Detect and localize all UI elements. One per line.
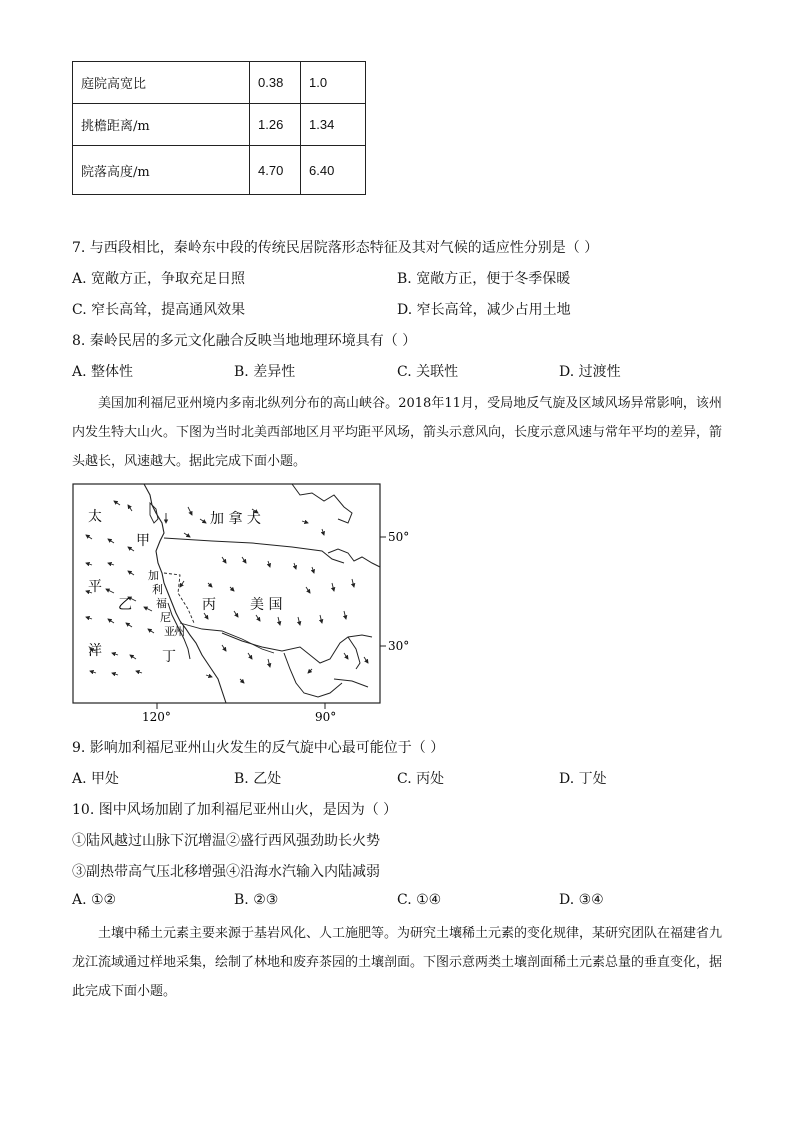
- table-row: [73, 146, 366, 195]
- table-cell-value: 0.38: [250, 62, 301, 104]
- label-california-4: 尼: [160, 611, 171, 624]
- question-9-option-d[interactable]: D. 丁处: [559, 771, 607, 787]
- label-california-3: 福: [156, 597, 167, 610]
- label-bing: 丙: [202, 597, 216, 613]
- question-10-option-b[interactable]: B. ②③: [234, 892, 279, 908]
- question-10-option-d[interactable]: D. ③④: [559, 892, 604, 908]
- question-8-option-b[interactable]: B. 差异性: [234, 364, 296, 380]
- question-7-stem: 7. 与西段相比，秦岭东中段的传统民居院落形态特征及其对气候的适应性分别是（ ）: [72, 240, 599, 256]
- label-ding: 丁: [162, 649, 176, 665]
- courtyard-data-table: [72, 61, 366, 195]
- label-usa: 美 国: [250, 597, 283, 613]
- table-cell-label: 院落高度/m: [73, 146, 250, 195]
- question-10-statement-2: ③副热带高气压北移增强④沿海水汽输入内陆减弱: [72, 864, 380, 880]
- table-row: [73, 104, 366, 146]
- question-9-stem: 9. 影响加利福尼亚州山火发生的反气旋中心最可能位于（ ）: [72, 740, 445, 756]
- table-cell-label: 挑檐距离/m: [73, 104, 250, 146]
- question-7-option-b[interactable]: B. 宽敞方正，便于冬季保暖: [397, 271, 571, 287]
- label-yi: 乙: [118, 597, 132, 613]
- table-row: [73, 62, 366, 104]
- question-7-option-c[interactable]: C. 窄长高耸，提高通风效果: [72, 302, 246, 318]
- table-cell-value: 4.70: [250, 146, 301, 195]
- question-8-option-d[interactable]: D. 过渡性: [559, 364, 621, 380]
- label-lat-50: 50°: [388, 530, 410, 544]
- wind-field-map: [72, 483, 410, 724]
- question-7-option-d[interactable]: D. 窄长高耸，减少占用土地: [397, 302, 571, 318]
- question-8-option-a[interactable]: A. 整体性: [72, 364, 134, 380]
- label-california-6: 州: [174, 625, 185, 638]
- question-8-stem: 8. 秦岭民居的多元文化融合反映当地地理环境具有（ ）: [72, 333, 417, 349]
- label-tai: 太: [88, 509, 102, 525]
- table-cell-value: 1.0: [301, 62, 366, 104]
- label-california-2: 利: [152, 583, 163, 596]
- label-lon-120: 120°: [142, 710, 171, 724]
- table-cell-label: 庭院高宽比: [73, 62, 250, 104]
- question-9-option-a[interactable]: A. 甲处: [72, 771, 120, 787]
- passage-soil: 土壤中稀土元素主要来源于基岩风化、人工施肥等。为研究土壤稀土元素的变化规律，某研究团队在福建省九龙江流域通过样地采集，绘制了林地和废弃茶园的土壤剖面。下图示意两类土壤剖面稀土元素总量的垂直变化，据此完成下面小题。: [72, 926, 723, 999]
- label-lat-30: 30°: [388, 639, 410, 653]
- passage-wildfire: 美国加利福尼亚州境内多南北纵列分布的高山峡谷。2018年11月，受局地反气旋及区域风场异常影响，该州内发生特大山火。下图为当时北美西部地区月平均距平风场，箭头示意风向，长度示意风速与常年平均的差异，箭头越长，风速越大。据此完成下面小题。: [72, 396, 723, 469]
- label-ping: 平: [88, 579, 102, 595]
- label-yang: 洋: [88, 643, 102, 659]
- question-10-stem: 10. 图中风场加剧了加利福尼亚州山火，是因为（ ）: [72, 802, 398, 818]
- label-california-5: 亚: [164, 625, 175, 638]
- question-9-option-b[interactable]: B. 乙处: [234, 771, 282, 787]
- question-10-statement-1: ①陆风越过山脉下沉增温②盛行西风强劲助长火势: [72, 833, 380, 849]
- question-10-option-c[interactable]: C. ①④: [397, 892, 442, 908]
- question-9-option-c[interactable]: C. 丙处: [397, 771, 445, 787]
- question-10-option-a[interactable]: A. ①②: [72, 892, 117, 908]
- question-7-option-a[interactable]: A. 宽敞方正，争取充足日照: [72, 271, 246, 287]
- label-jia: 甲: [136, 533, 150, 549]
- wind-field-map-svg: [72, 483, 410, 724]
- label-california-1: 加: [148, 569, 159, 582]
- label-lon-90: 90°: [315, 710, 337, 724]
- table-cell-value: 1.26: [250, 104, 301, 146]
- table-cell-value: 1.34: [301, 104, 366, 146]
- question-8-option-c[interactable]: C. 关联性: [397, 364, 459, 380]
- label-canada: 加 拿 大: [210, 511, 261, 527]
- table-cell-value: 6.40: [301, 146, 366, 195]
